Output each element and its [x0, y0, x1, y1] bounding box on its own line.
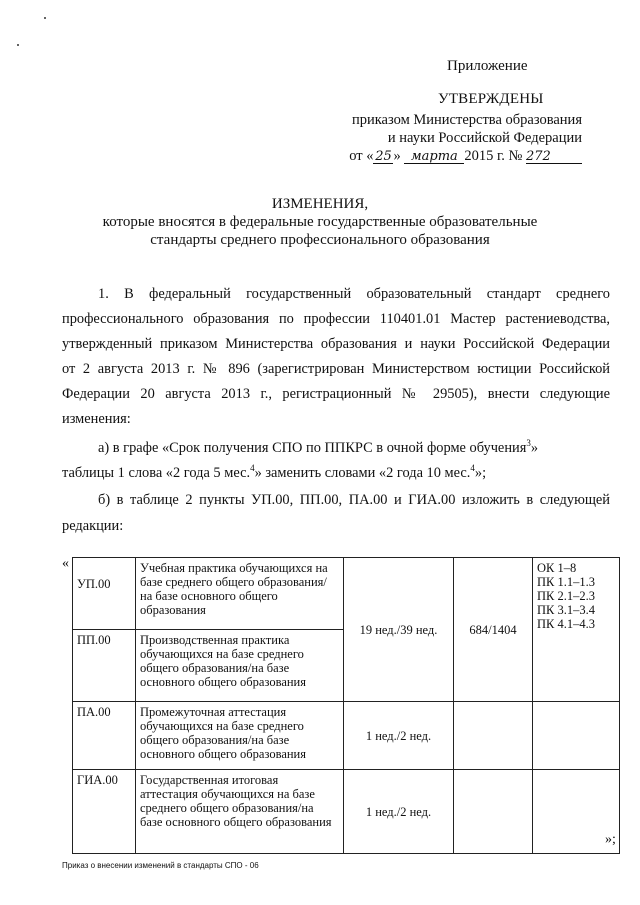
row-description: Государственная итоговая аттестация обучающихся на базе среднего общего образования/на базе основного общего образования: [136, 770, 344, 854]
scan-speck: [17, 44, 19, 46]
row-description: Производственная практика обучающихся на базе среднего общего образования/на базе основного общего образования: [136, 630, 344, 702]
paragraph-1-line-1: 1. В федеральный государственный образовательный стандарт среднего: [98, 286, 610, 302]
order-line-2: и науки Российской Федерации: [387, 130, 582, 146]
order-line-1: приказом Министерства образования: [351, 112, 582, 128]
paragraph-b-line-1: б) в таблице 2 пункты УП.00, ПП.00, ПА.00 и ГИА.00 изложить в следующей: [98, 492, 610, 508]
table-close-quote: »;: [605, 832, 616, 847]
order-date-line: [349, 148, 582, 165]
row-competencies: [533, 702, 620, 770]
row-description: Промежуточная аттестация обучающихся на базе среднего общего образования/на базе основного общего образования: [136, 702, 344, 770]
paragraph-a-line-1: а) в графе «Срок получения СПО по ППКРС в очной форме обучения$^3$»: [98, 438, 539, 456]
competencies-cell: [533, 558, 620, 702]
competency-item: ОК 1–8: [537, 561, 577, 575]
paragraph-1-line-6: изменения:: [62, 411, 131, 427]
row-duration: 1 нед./2 нед.: [344, 702, 454, 770]
practice-hours: 684/1404: [454, 558, 533, 702]
document-subtitle-line-1: которые вносятся в федеральные государственные образовательные: [102, 214, 538, 230]
date-prefix: от «: [349, 148, 374, 164]
row-description: Учебная практика обучающихся на базе среднего общего образования/на базе основного общего образования: [136, 558, 344, 630]
date-mid: »: [393, 148, 401, 164]
row-code: ПА.00: [73, 702, 136, 770]
paragraph-a-line-2: таблицы 1 слова «2 года 5 мес.$^4$» заменить словами «2 года 10 мес.$^4$»;: [62, 463, 487, 481]
paragraph-1-line-3: утвержденный приказом Министерства образования и науки Российской Федерации: [62, 336, 610, 352]
document-subtitle-line-2: стандарты среднего профессионального образования: [150, 232, 490, 248]
paragraph-1-line-4: от 2 августа 2013 г. № 896 (зарегистрирован Министерством юстиции Российской: [62, 361, 610, 377]
date-month-handwritten: марта: [404, 150, 464, 164]
annex-label: Приложение: [447, 58, 528, 74]
scan-speck: [44, 17, 46, 19]
paragraph-1-line-5: Федерации 20 августа 2013 г., регистрационный № 29505), внести следующие: [62, 386, 610, 402]
date-day-handwritten: 25: [375, 149, 392, 164]
row-hours: [454, 702, 533, 770]
order-number-handwritten: 272: [526, 150, 582, 164]
competency-item: ПК 3.1–3.4: [537, 603, 595, 617]
row-duration: 1 нед./2 нед.: [344, 770, 454, 854]
curriculum-table: [72, 557, 620, 854]
date-year: 2015 г. №: [464, 148, 523, 164]
page-footer: Приказ о внесении изменений в стандарты СПО - 06: [62, 861, 259, 870]
row-code: ПП.00: [73, 630, 136, 702]
paragraph-1-line-2: профессионального образования по профессии 110401.01 Мастер растениеводства,: [62, 311, 610, 327]
row-code: ГИА.00: [73, 770, 136, 854]
competency-item: ПК 1.1–1.3: [537, 575, 595, 589]
table-row: [73, 558, 620, 630]
row-code: УП.00: [73, 558, 136, 630]
row-hours: [454, 770, 533, 854]
approved-heading: УТВЕРЖДЕНЫ: [438, 91, 544, 107]
table-open-quote: «: [62, 556, 69, 571]
practice-duration: 19 нед./39 нед.: [344, 558, 454, 702]
table-row: [73, 770, 620, 854]
table-row: [73, 702, 620, 770]
competency-item: ПК 4.1–4.3: [537, 617, 595, 631]
paragraph-b-line-2: редакции:: [62, 518, 124, 534]
document-title: ИЗМЕНЕНИЯ,: [271, 196, 369, 212]
competency-item: ПК 2.1–2.3: [537, 589, 595, 603]
